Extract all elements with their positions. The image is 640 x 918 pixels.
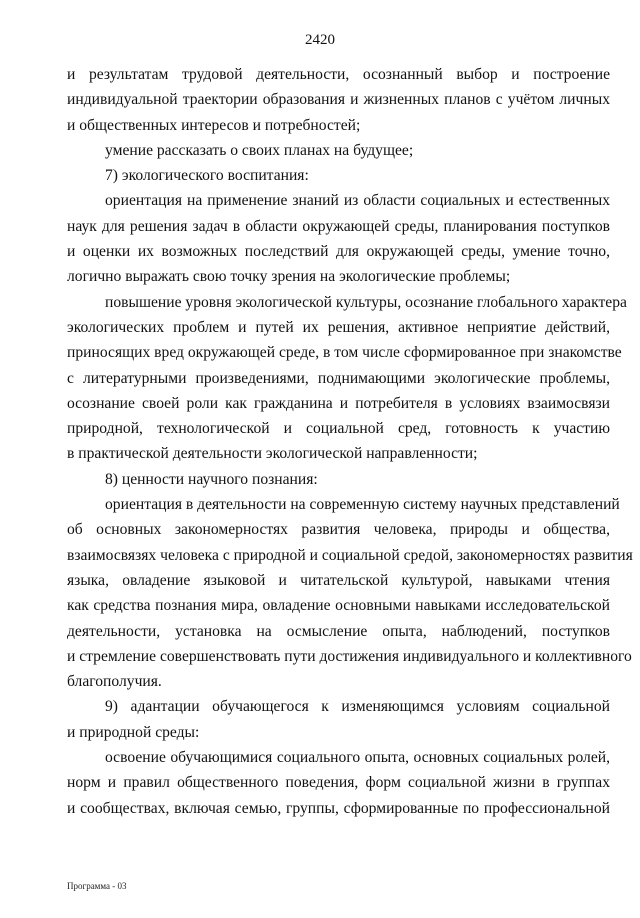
section-heading-8: 8) ценности научного познания: xyxy=(105,470,318,488)
text-line: взаимосвязях человека с природной и социальной средой, закономерностях развития xyxy=(67,546,633,564)
text-line: и природной среды: xyxy=(67,723,200,741)
text-line: и стремление совершенствовать пути достижения индивидуального и коллективного xyxy=(67,647,632,665)
text-line: умение рассказать о своих планах на будущее; xyxy=(105,141,414,159)
section-heading-7: 7) экологического воспитания: xyxy=(105,167,309,185)
text-line: освоение обучающимися социального опыта, основных социальных ролей, xyxy=(105,749,610,767)
text-line: и сообществах, включая семью, группы, сформированные по профессиональной xyxy=(67,799,610,817)
text-line: экологических проблем и путей их решения, активное неприятие действий, xyxy=(67,318,610,336)
text-line: ориентация в деятельности на современную систему научных представлений xyxy=(105,496,620,514)
text-line: как средства познания мира, овладение основными навыками исследовательской xyxy=(67,597,610,615)
text-line: об основных закономерностях развития человека, природы и общества, xyxy=(67,521,610,539)
text-line: и оценки их возможных последствий для окружающей среды, умение точно, xyxy=(67,243,610,261)
text-line: осознание своей роли как гражданина и потребителя в условиях взаимосвязи xyxy=(67,394,610,412)
text-line: повышение уровня экологической культуры, осознание глобального характера xyxy=(105,293,627,311)
page-number: 2420 xyxy=(305,32,335,48)
page-footer: Программа - 03 xyxy=(67,881,127,891)
text-line: приносящих вред окружающей среде, в том числе сформированное при знакомстве xyxy=(67,344,622,362)
text-line: языка, овладение языковой и читательской культурой, навыками чтения xyxy=(67,571,610,589)
text-line: благополучия. xyxy=(67,673,162,691)
document-body xyxy=(67,62,633,821)
text-line: в практической деятельности экологической направленности; xyxy=(67,445,478,463)
text-line: индивидуальной траектории образования и жизненных планов с учётом личных xyxy=(67,91,610,109)
text-line: наук для решения задач в области окружающей среды, планирования поступков xyxy=(67,217,610,235)
text-line: с литературными произведениями, поднимающими экологические проблемы, xyxy=(67,369,610,387)
section-heading-9: 9) адантации обучающегося к изменяющимся условиям социальной xyxy=(105,698,610,716)
text-line: норм и правил общественного поведения, форм социальной жизни в группах xyxy=(67,774,610,792)
text-line: и общественных интересов и потребностей; xyxy=(67,116,361,134)
text-line: деятельности, установка на осмысление опыта, наблюдений, поступков xyxy=(67,622,610,640)
text-line: ориентация на применение знаний из области социальных и естественных xyxy=(105,192,610,210)
text-line: природной, технологической и социальной сред, готовность к участию xyxy=(67,420,610,438)
text-line: логично выражать свою точку зрения на экологические проблемы; xyxy=(67,268,511,286)
text-line: и результатам трудовой деятельности, осознанный выбор и построение xyxy=(67,66,610,83)
